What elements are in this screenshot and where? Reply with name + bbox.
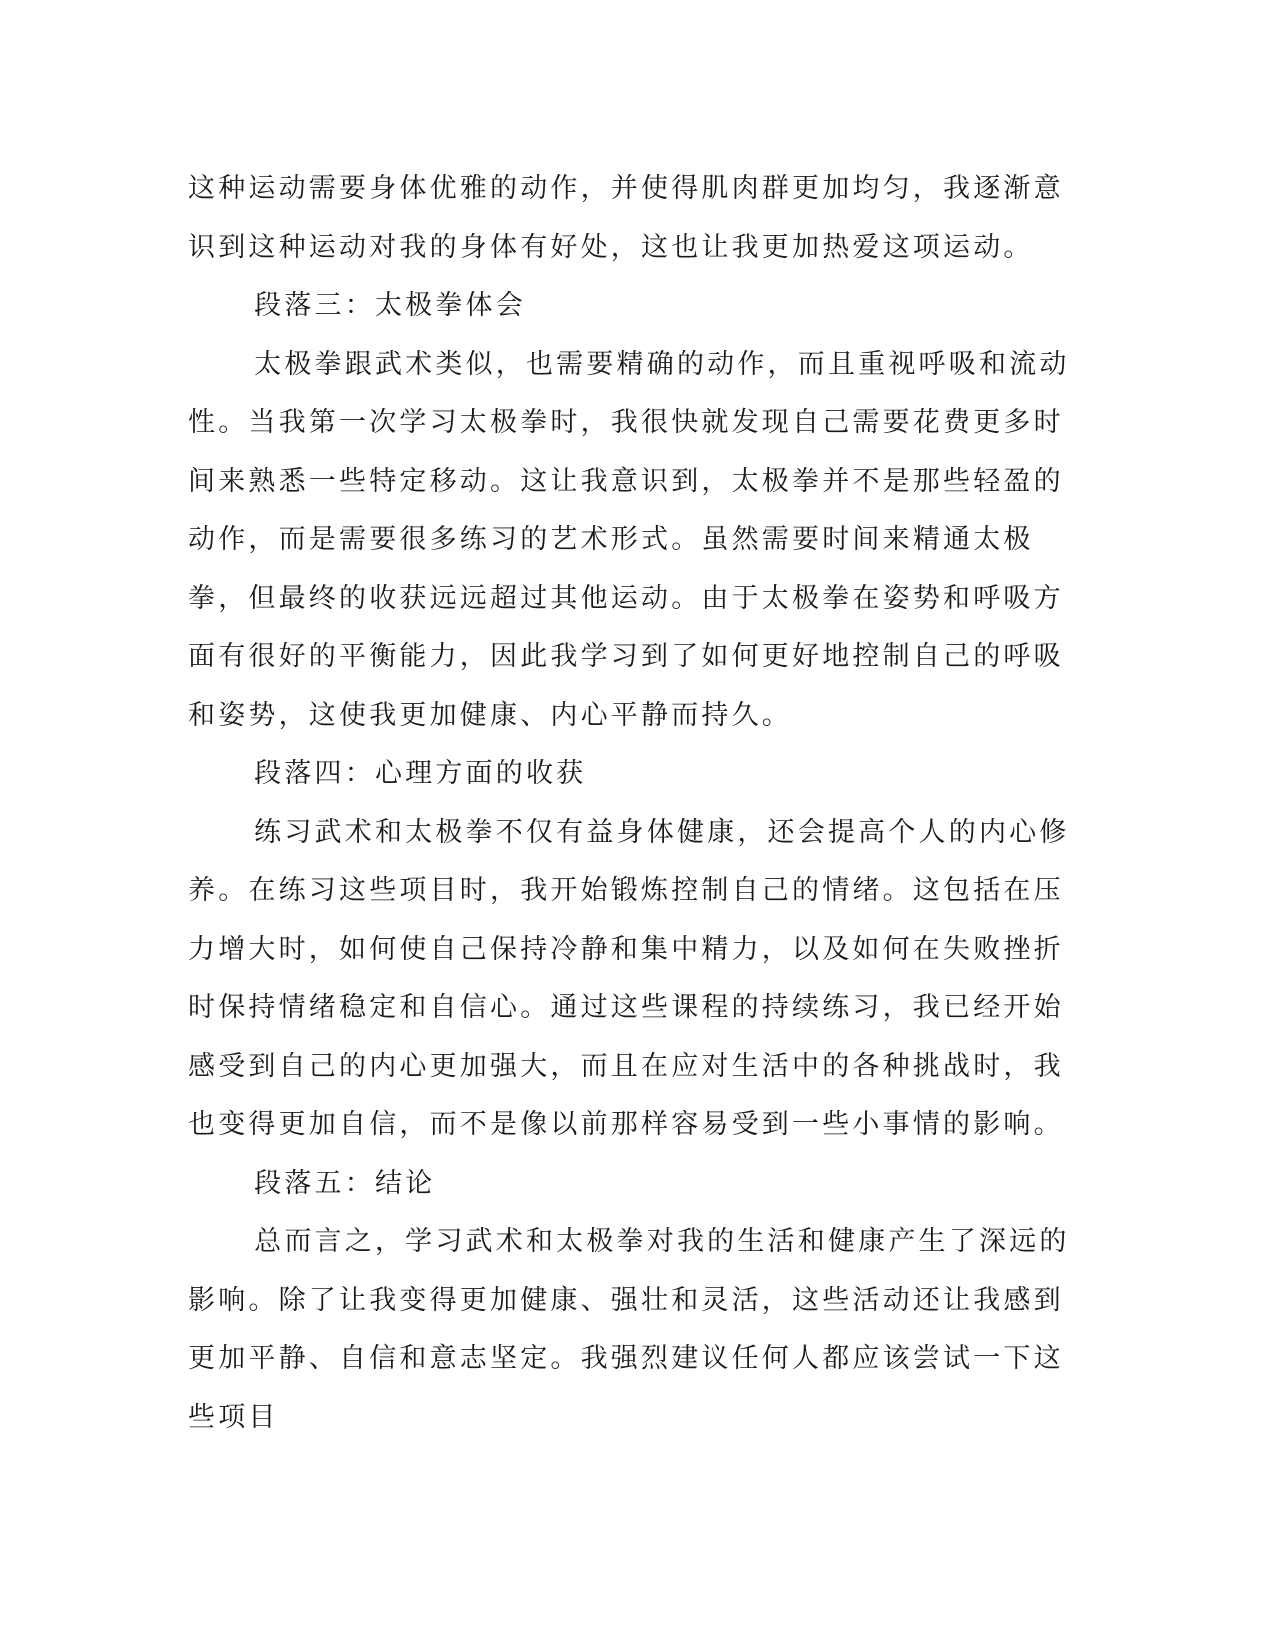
paragraph-conclusion: 总而言之，学习武术和太极拳对我的生活和健康产生了深远的影响。除了让我变得更加健康、强壮和灵活，这些活动还让我感到更加平静、自信和意志坚定。我强烈建议任何人都应该尝试一下这些项目 [188, 1226, 1070, 1433]
section-heading-four: 段落四：心理方面的收获 [254, 758, 587, 789]
paragraph-taichi-experience: 太极拳跟武术类似，也需要精确的动作，而且重视呼吸和流动性。当我第一次学习太极拳时，我很快就发现自己需要花费更多时间来熟悉一些特定移动。这让我意识到，太极拳并不是那些轻盈的动作，而是需要很多练习的艺术形式。虽然需要时间来精通太极拳，但最终的收获远远超过其他运动。由于太极拳在姿势和呼吸方面有很好的平衡能力，因此我学习到了如何更好地控制自己的呼吸和姿势，这使我更加健康、内心平静而持久。 [188, 348, 1070, 731]
paragraph-continuation: 这种运动需要身体优雅的动作，并使得肌肉群更加均匀，我逐渐意识到这种运动对我的身体有好处，这也让我更加热爱这项运动。 [188, 173, 1064, 263]
section-heading-five: 段落五：结论 [254, 1167, 436, 1199]
section-heading-three: 段落三：太极拳体会 [254, 290, 526, 321]
document-body [188, 160, 1078, 1447]
paragraph-psychological-gains: 练习武术和太极拳不仅有益身体健康，还会提高个人的内心修养。在练习这些项目时，我开始锻炼控制自己的情绪。这包括在压力增大时，如何使自己保持冷静和集中精力，以及如何在失败挫折时保持情绪稳定和自信心。通过这些课程的持续练习，我已经开始感受到自己的内心更加强大，而且在应对生活中的各种挑战时，我也变得更加自信，而不是像以前那样容易受到一些小事情的影响。 [188, 816, 1070, 1140]
